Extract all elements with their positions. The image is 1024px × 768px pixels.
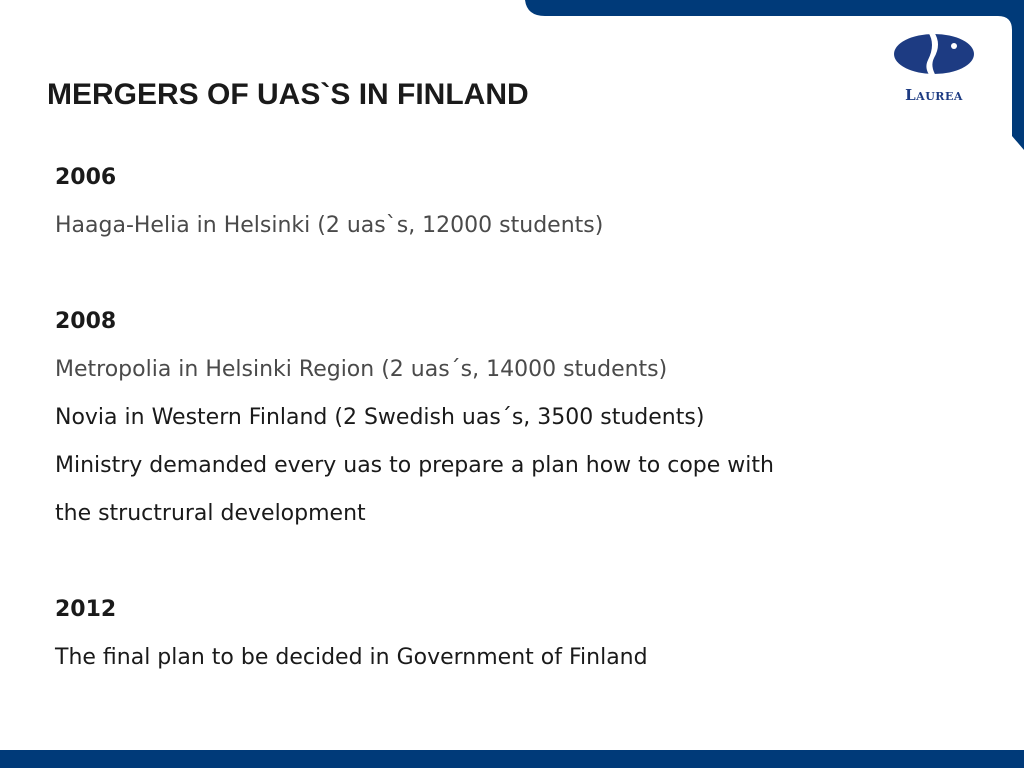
slide-content: [55, 154, 935, 682]
text-line: Novia in Western Finland (2 Swedish uas´s, 3500 students): [55, 405, 705, 430]
text-line: The final plan to be decided in Government of Finland: [55, 645, 648, 670]
spacer: [55, 538, 935, 586]
text-line: Metropolia in Helsinki Region (2 uas´s, 14000 students): [55, 357, 668, 382]
page-title: MERGERS OF UAS`S IN FINLAND: [47, 78, 529, 111]
year-heading-2012: 2012: [55, 597, 117, 622]
footer-bar: [0, 750, 1024, 768]
year-heading-2008: 2008: [55, 309, 117, 334]
text-line: Ministry demanded every uas to prepare a plan how to cope with: [55, 453, 774, 478]
text-line: Haaga-Helia in Helsinki (2 uas`s, 12000 students): [55, 213, 604, 238]
text-line: the structrural development: [55, 501, 366, 526]
laurea-logo-icon: [884, 30, 984, 86]
logo-wordmark: Laurea: [905, 86, 963, 104]
year-heading-2006: 2006: [55, 165, 117, 190]
spacer: [55, 250, 935, 298]
laurea-logo: [884, 30, 984, 110]
